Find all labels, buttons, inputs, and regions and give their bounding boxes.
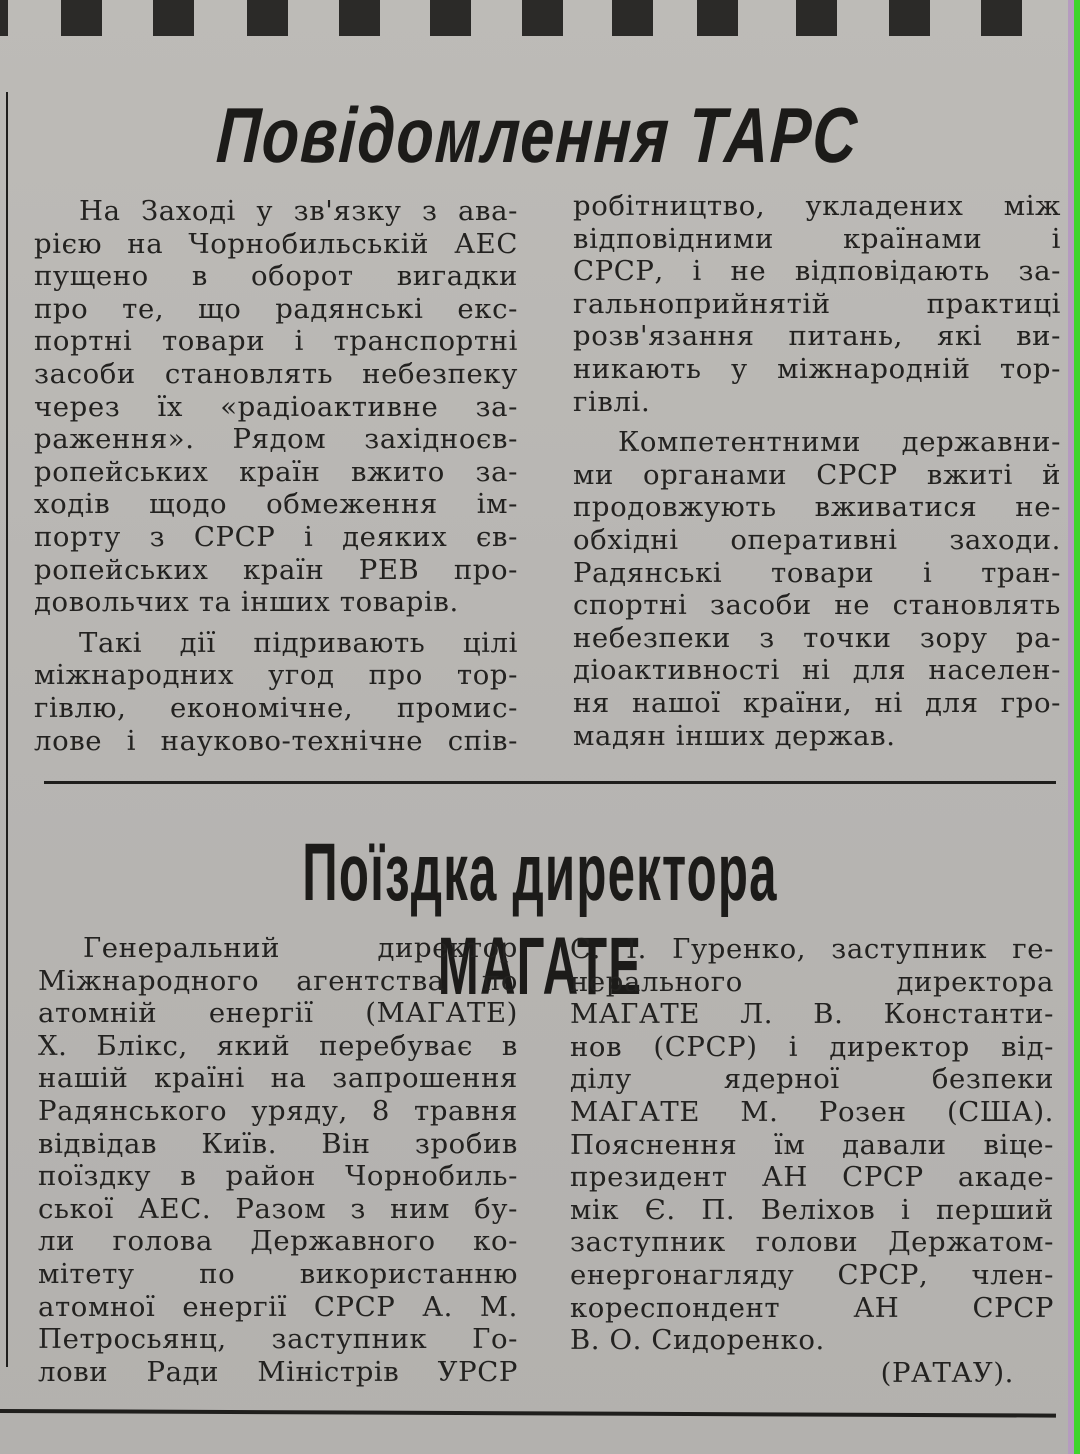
text-line: Генеральний директор (83, 932, 518, 964)
border-dash (247, 0, 288, 36)
text-line: міжнародних угод про тор- (34, 659, 518, 692)
text-line: відповідними країнами і (573, 222, 1061, 255)
text-line: лове і науково-технічне спів- (34, 724, 518, 757)
text-line: ділу ядерної безпеки (570, 1063, 1054, 1096)
text-line: лови Ради Міністрів УРСР (38, 1355, 518, 1388)
text-line: заступник голови Держатом- (570, 1226, 1054, 1259)
text-line: Пояснення їм давали віце- (570, 1128, 1054, 1161)
text-line: Петросьянц, заступник Го- (38, 1323, 518, 1356)
text-line: поїздку в район Чорнобиль- (38, 1160, 518, 1193)
text-line: мік Є. П. Веліхов і перший (570, 1193, 1054, 1226)
text-line: робітництво, укладених між (573, 190, 1061, 222)
text-line: ми органами СРСР вжиті й (573, 458, 1061, 491)
text-line: никають у міжнародній тор- (573, 352, 1061, 385)
border-dash (0, 0, 8, 36)
border-dash (612, 0, 653, 36)
text-line: На Заході у зв'язку з ава- (79, 195, 518, 227)
text-line: відвідав Київ. Він зробив (38, 1127, 518, 1160)
text-line: про те, що радянські екс- (34, 292, 518, 325)
text-line: розв'язання питань, які ви- (573, 320, 1061, 353)
scan-edge-green (1074, 0, 1080, 1454)
text-line: С. І. Гуренко, заступник ге- (570, 933, 1054, 965)
tass-article-right-column (573, 190, 1061, 752)
border-dash (522, 0, 563, 36)
text-line: гівлю, економічне, промис- (34, 691, 518, 724)
text-line: через їх «радіоактивне за- (34, 390, 518, 423)
border-dash (796, 0, 837, 36)
text-line: нерального директора (570, 965, 1054, 998)
iaea-article-right-column (570, 933, 1054, 1389)
text-line: порту з СРСР і деяких єв- (34, 520, 518, 553)
text-line: гальноприйнятій практиці (573, 287, 1061, 320)
text-line: небезпеки з точки зору ра- (573, 621, 1061, 654)
text-line: ропейських країн вжито за- (34, 455, 518, 488)
text-line: довольчих та інших товарів. (34, 586, 459, 619)
source-attribution: (РАТАУ). (880, 1356, 1014, 1389)
paragraph-gap (34, 619, 518, 627)
article-divider-rule (44, 781, 1056, 784)
text-line: президент АН СРСР акаде- (570, 1161, 1054, 1194)
text-line: ходів щодо обмеження ім- (34, 488, 518, 521)
text-line: енергонагляду СРСР, член- (570, 1258, 1054, 1291)
text-line: мадян інших держав. (573, 719, 896, 752)
text-line: обхідні оперативні заходи. (573, 523, 1061, 556)
text-line: раження». Рядом західноєв- (34, 423, 518, 456)
text-line: ли голова Державного ко- (38, 1225, 518, 1258)
tass-article-left-column (34, 195, 518, 757)
text-line: Радянського уряду, 8 травня (38, 1094, 518, 1127)
text-line: ської АЕС. Разом з ним бу- (38, 1192, 518, 1225)
border-dash (61, 0, 102, 36)
left-vertical-rule (6, 92, 8, 1367)
border-dash (697, 0, 738, 36)
border-dash (339, 0, 380, 36)
top-dash-border (0, 0, 1068, 37)
text-line: мітету по використанню (38, 1257, 518, 1290)
headline-iaea-director-visit: Поїздка директора МАГАТЕ (302, 827, 778, 1012)
headline-tass-report: Повідомлення ТАРС (214, 91, 861, 179)
text-line: Такі дії підривають цілі (79, 626, 518, 659)
paragraph-gap (573, 418, 1061, 426)
text-line: пущено в оборот вигадки (34, 260, 518, 293)
iaea-article-left-column (38, 932, 518, 1388)
border-dash (153, 0, 194, 36)
text-line: спортні засоби не становлять (573, 589, 1061, 622)
border-dash (981, 0, 1022, 36)
text-line: Міжнародного агентства по (38, 964, 518, 997)
text-line: Радянські товари і тран- (573, 556, 1061, 589)
text-line: продовжують вживатися не- (573, 491, 1061, 524)
text-line: ня нашої країни, ні для гро- (573, 686, 1061, 719)
text-line: портні товари і транспортні (34, 325, 518, 358)
text-line: ропейських країн РЕВ про- (34, 553, 518, 586)
text-line: В. О. Сидоренко. (570, 1324, 825, 1357)
text-line: атомної енергії СРСР А. М. (38, 1290, 518, 1323)
text-line: засоби становлять небезпеку (34, 357, 518, 390)
border-dash (889, 0, 930, 36)
text-line: діоактивності ні для населен- (573, 654, 1061, 687)
border-dash (430, 0, 471, 36)
text-line: Х. Блікс, який перебуває в (38, 1029, 518, 1062)
text-line: атомній енергії (МАГАТЕ) (38, 997, 518, 1030)
text-line: МАГАТЕ Л. В. Константи- (570, 998, 1054, 1031)
text-line: кореспондент АН СРСР (570, 1291, 1054, 1324)
text-line: МАГАТЕ М. Розен (США). (570, 1095, 1054, 1128)
text-line: Компетентними державни- (618, 426, 1061, 459)
text-line: нашій країні на запрошення (38, 1062, 518, 1095)
text-line: рією на Чорнобильській АЕС (34, 227, 518, 260)
text-line: СРСР, і не відповідають за- (573, 255, 1061, 288)
text-line: нов (СРСР) і директор від- (570, 1030, 1054, 1063)
text-line: гівлі. (573, 385, 651, 418)
